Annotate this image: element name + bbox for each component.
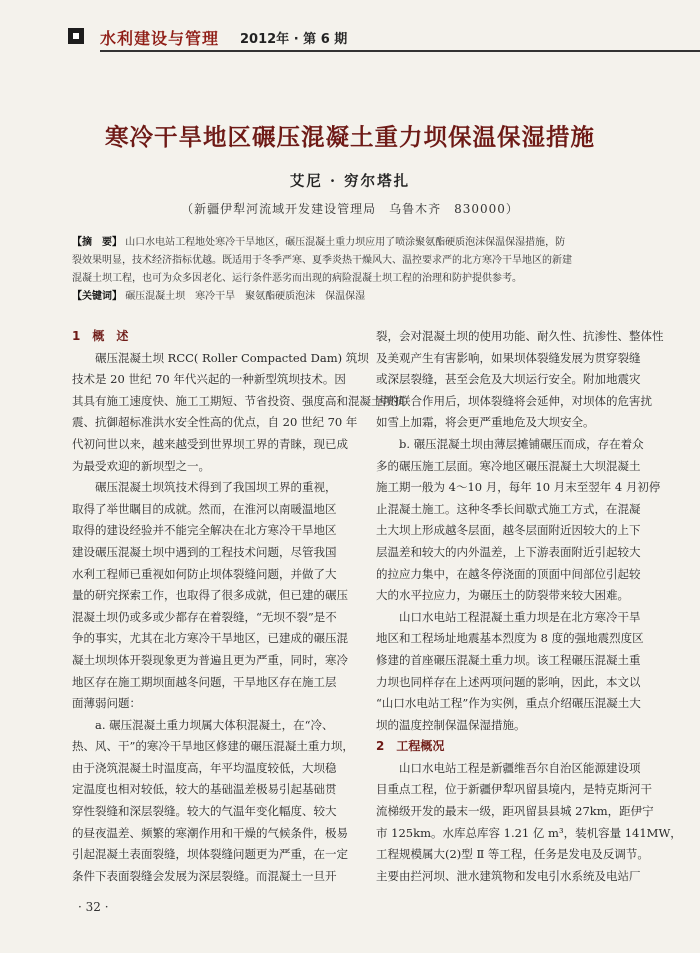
text-line: 代初问世以来，越来越受到世界坝工界的青睐，现已成 xyxy=(72,436,348,451)
header-rule xyxy=(100,50,700,52)
journal-name: 水利建设与管理 xyxy=(100,29,220,48)
text-line: 混凝土坝仍或多或少都存在着裂缝，“无坝不裂”是不 xyxy=(72,609,337,624)
abstract-text: 山口水电站工程地处寒冷干旱地区，碾压混凝土重力坝应用了喷涂聚氨酯硬质泡沫保温保湿措施，防 xyxy=(125,237,566,248)
abstract xyxy=(72,234,652,306)
journal-header xyxy=(62,24,652,50)
right-column xyxy=(376,326,682,887)
text-line: 震、抗御超标准洪水安全性高的优点，自 20 世纪 70 年 xyxy=(72,415,358,430)
text-line: 流梯级开发的最末一级，距巩留县县城 27km，距伊宁 xyxy=(376,804,654,819)
text-line: b. 碾压混凝土坝由薄层摊铺碾压而成，存在着众 xyxy=(399,436,644,451)
text-line: 技术是 20 世纪 70 年代兴起的一种新型筑坝技术。因 xyxy=(72,372,346,387)
text-line: 工程规模属大(2)型 Ⅱ 等工程，任务是发电及反调节。 xyxy=(376,847,649,862)
text-line: 地区存在施工期坝面越冬问题，干旱地区存在施工层 xyxy=(72,674,337,689)
abstract-line xyxy=(72,234,652,252)
text-line: 坝的温度控制保温保湿措施。 xyxy=(376,717,526,732)
text-line: 的拉应力集中，在越冬停浇面的顶面中间部位引起较 xyxy=(376,566,641,581)
text-line: 穿性裂缝和深层裂缝。较大的气温年变化幅度、较大 xyxy=(72,804,337,819)
text-line: 山口水电站工程混凝土重力坝是在北方寒冷干旱 xyxy=(399,609,641,624)
keywords-text: 碾压混凝土坝 寒冷干旱 聚氨酯硬质泡沫 保温保湿 xyxy=(125,291,366,302)
text-line: 水利工程师已重视如何防止坝体裂缝问题，并做了大 xyxy=(72,566,337,581)
text-line: 量的研究探索工作，也取得了很多成就，但已建的碾压 xyxy=(72,588,348,603)
text-line: 山口水电站工程是新疆维吾尔自治区能源建设项 xyxy=(399,760,641,775)
text-line: 修建的首座碾压混凝土重力坝。该工程碾压混凝土重 xyxy=(376,652,641,667)
abstract-label: 【摘 要】 xyxy=(72,237,122,248)
text-line: 施工期一般为 4～10 月，每年 10 月末至翌年 4 月初停 xyxy=(376,480,661,495)
text-line: 目重点工程，位于新疆伊犁巩留县境内，是特克斯河干 xyxy=(376,782,652,797)
keywords-label: 【关键词】 xyxy=(72,291,122,302)
text-line: 凝土坝坝体开裂现象更为普遍且更为严重，同时，寒冷 xyxy=(72,652,348,667)
text-line: 层温差和较大的内外温差，上下游表面附近引起较大 xyxy=(376,544,641,559)
text-line: 如雪上加霜，将会更严重地危及大坝安全。 xyxy=(376,415,595,430)
text-line: a. 碾压混凝土重力坝属大体积混凝土，在“冷、 xyxy=(95,717,334,732)
text-line: 面薄弱问题： xyxy=(72,696,141,711)
issue-label: 2012年 · 第 6 期 xyxy=(240,32,348,47)
abstract-line: 混凝土坝工程，也可为众多因老化、运行条件恶劣而出现的病险混凝土坝工程的治理和防护提供参考。 xyxy=(72,273,522,284)
text-line: 市 125km。水库总库容 1.21 亿 m³，装机容量 141MW， xyxy=(376,825,682,840)
keywords-line xyxy=(72,288,652,306)
text-line: 其具有施工速度快、施工工期短、节省投资、强度高和混凝土坝抗 xyxy=(72,393,406,408)
header-square-icon xyxy=(68,28,84,44)
text-line: 主要由拦河坝、泄水建筑物和发电引水系统及电站厂 xyxy=(376,868,641,883)
text-line: 大的水平拉应力，为碾压土的防裂带来较大困难。 xyxy=(376,588,629,603)
text-line: 地区和工程场址地震基本烈度为 8 度的强地震烈度区 xyxy=(376,631,644,646)
text-line: 力坝也同样存在上述两项问题的影响，因此，本文以 xyxy=(376,674,641,689)
affiliation: （新疆伊犁河流域开发建设管理局 乌鲁木齐 830000） xyxy=(181,202,519,216)
text-line: 由于浇筑混凝土时温度高，年平均温度较低，大坝稳 xyxy=(72,760,337,775)
text-line: 的昼夜温差、频繁的寒潮作用和干燥的气候条件，极易 xyxy=(72,825,348,840)
article-title: 寒冷干旱地区碾压混凝土重力坝保温保湿措施 xyxy=(105,123,595,151)
text-line: 取得的建设经验并不能完全解决在北方寒冷干旱地区 xyxy=(72,523,337,538)
section-heading: 1 概 述 xyxy=(72,329,129,343)
text-line: 裂，会对混凝土坝的使用功能、耐久性、抗渗性、整体性 xyxy=(376,329,664,343)
left-column xyxy=(72,326,406,887)
text-line: 多的碾压施工层面。寒冷地区碾压混凝土大坝混凝土 xyxy=(376,458,641,473)
text-line: 定温度也相对较低，较大的基础温差极易引起基础贯 xyxy=(72,782,337,797)
text-line: 或深层裂缝，甚至会危及大坝运行安全。附加地震灾 xyxy=(376,372,641,387)
abstract-line: 裂效果明显，技术经济指标优越。既适用于冬季严寒、夏季炎热干燥风大、温控要求严的北方寒冷干旱地区的新建 xyxy=(72,255,572,266)
text-line: 土大坝上形成越冬层面，越冬层面附近因较大的上下 xyxy=(376,523,641,538)
text-line: 条件下表面裂缝会发展为深层裂缝。而混凝土一旦开 xyxy=(72,868,337,883)
text-line: 碾压混凝土坝 RCC( Roller Compacted Dam) 筑坝 xyxy=(95,350,369,365)
text-line: 止混凝土施工。这种冬季长间歇式施工方式，在混凝 xyxy=(376,501,641,516)
author: 艾尼 · 穷尔塔扎 xyxy=(289,173,411,190)
page-number: · 32 · xyxy=(78,900,109,914)
text-line: 热、风、干”的寒冷干旱地区修建的碾压混凝土重力坝， xyxy=(72,739,354,754)
text-line: 建设碾压混凝土坝中遇到的工程技术问题，尽管我国 xyxy=(72,544,337,559)
section-heading: 2 工程概况 xyxy=(376,739,445,754)
text-line: 为最受欢迎的新坝型之一。 xyxy=(72,458,210,473)
text-line: 争的事实，尤其在北方寒冷干旱地区，已建成的碾压混 xyxy=(72,631,348,646)
text-line: 引起混凝土表面裂缝，坝体裂缝问题更为严重，在一定 xyxy=(72,847,348,862)
text-line: 害的联合作用后，坝体裂缝将会延伸，对坝体的危害扰 xyxy=(376,393,652,408)
text-line: 碾压混凝土坝筑技术得到了我国坝工界的重视， xyxy=(95,480,337,495)
text-line: 及美观产生有害影响，如果坝体裂缝发展为贯穿裂缝 xyxy=(376,350,641,365)
text-line: “山口水电站工程”作为实例，重点介绍碾压混凝土大 xyxy=(376,696,641,711)
text-line: 取得了举世瞩目的成就。然而，在淮河以南暖温地区 xyxy=(72,501,337,516)
